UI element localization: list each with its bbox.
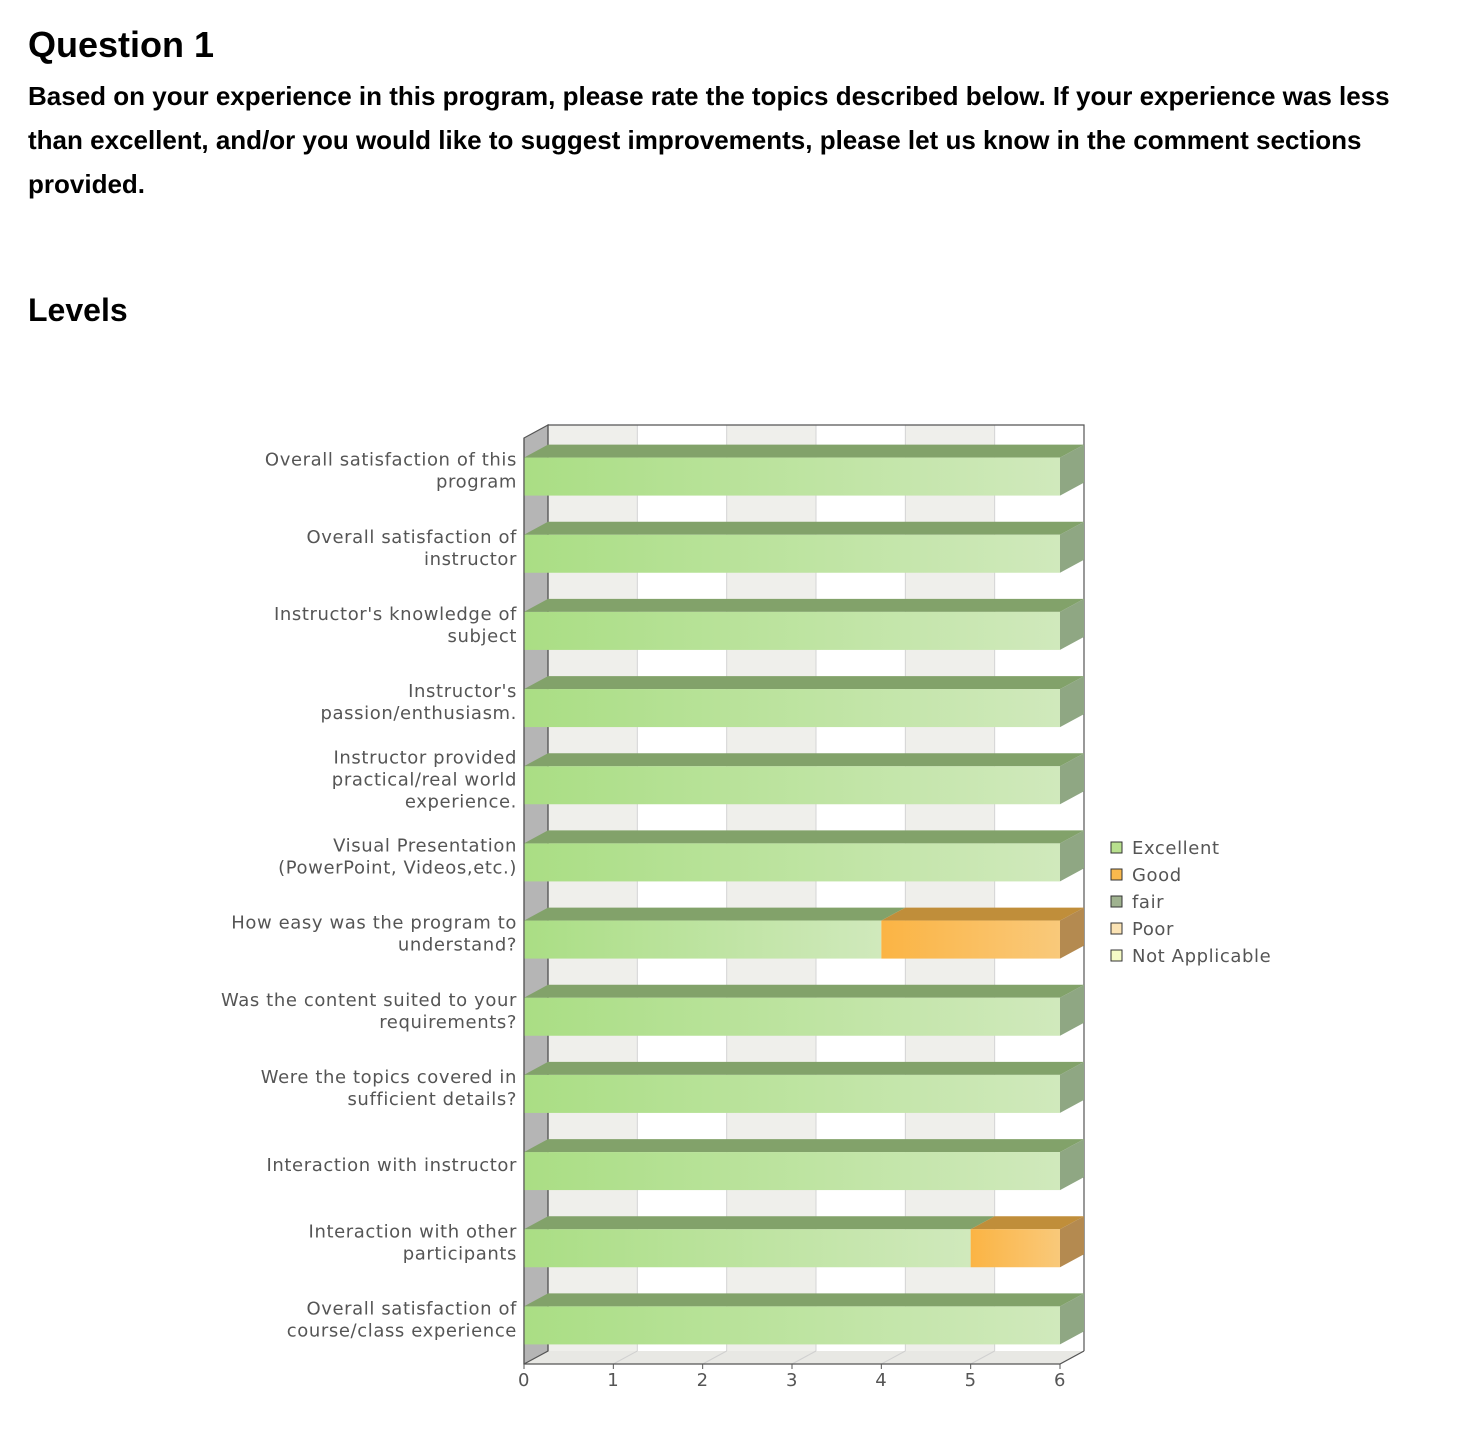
bar-top — [524, 1062, 1084, 1075]
bar-top — [524, 1293, 1084, 1306]
legend-label: Poor — [1132, 919, 1175, 940]
bar-top — [524, 676, 1084, 689]
legend-swatch — [1111, 869, 1122, 880]
category-label: Overall satisfaction of course/class experience — [286, 1298, 517, 1342]
category-label: Overall satisfaction of instructor — [306, 526, 517, 570]
bar-top — [524, 522, 1084, 535]
bar-segment — [524, 535, 1060, 573]
x-tick-label: 1 — [607, 1370, 620, 1391]
bar-top — [524, 753, 1084, 766]
x-tick-label: 6 — [1053, 1370, 1067, 1391]
category-label: Interaction with instructor — [266, 1155, 517, 1177]
legend-swatch — [1111, 923, 1122, 934]
bar-segment — [971, 1229, 1060, 1267]
category-label: Were the topics covered in sufficient details? — [260, 1066, 517, 1110]
bar-top — [524, 985, 1084, 998]
bar-top — [524, 1216, 995, 1229]
category-label: Was the content suited to your requirements? — [220, 989, 517, 1033]
x-tick-label: 4 — [875, 1370, 888, 1391]
category-label: How easy was the program to understand? — [231, 912, 517, 956]
bar-segment — [524, 1075, 1060, 1113]
legend-label: Good — [1132, 865, 1182, 886]
bar-segment — [524, 998, 1060, 1036]
bar-segment — [524, 612, 1060, 650]
bar-top — [524, 908, 905, 921]
legend-label: fair — [1132, 892, 1165, 913]
bar-top — [524, 1139, 1084, 1152]
x-tick-label: 2 — [696, 1370, 709, 1391]
x-tick-label: 5 — [964, 1370, 977, 1391]
legend-label: Excellent — [1132, 838, 1220, 859]
bar-segment — [524, 843, 1060, 881]
bar-top — [524, 830, 1084, 843]
bar-segment — [524, 1152, 1060, 1190]
category-label: Instructor provided practical/real world experience. — [331, 747, 517, 813]
legend-label: Not Applicable — [1132, 946, 1272, 967]
bar-top — [524, 599, 1084, 612]
bar-segment — [524, 921, 881, 959]
section-title: Levels — [28, 292, 128, 328]
category-label: Instructor's passion/enthusiasm. — [320, 681, 517, 725]
bar-top — [524, 445, 1084, 458]
bar-top — [881, 908, 1084, 921]
legend-swatch — [1111, 950, 1122, 961]
bar-segment — [524, 1306, 1060, 1344]
bar-segment — [881, 921, 1060, 959]
category-label: Overall satisfaction of this program — [264, 449, 517, 493]
category-label: Instructor's knowledge of subject — [273, 603, 517, 647]
bar-segment — [524, 1229, 971, 1267]
legend-swatch — [1111, 896, 1122, 907]
bar-segment — [524, 689, 1060, 727]
x-tick-label: 3 — [785, 1370, 799, 1391]
x-tick-label: 0 — [517, 1370, 531, 1391]
question-title: Question 1 — [28, 24, 215, 65]
question-description: Based on your experience in this program, please rate the topics described below. If your experience was less than excellent, and/or you would like to suggest improvements, please let us know in the comment sections provided. — [28, 81, 1390, 199]
legend-swatch — [1111, 842, 1122, 853]
category-label: Visual Presentation (PowerPoint, Videos,etc.) — [278, 835, 517, 879]
category-label: Interaction with other participants — [308, 1221, 517, 1265]
bar-segment — [524, 766, 1060, 804]
bar-segment — [524, 458, 1060, 496]
